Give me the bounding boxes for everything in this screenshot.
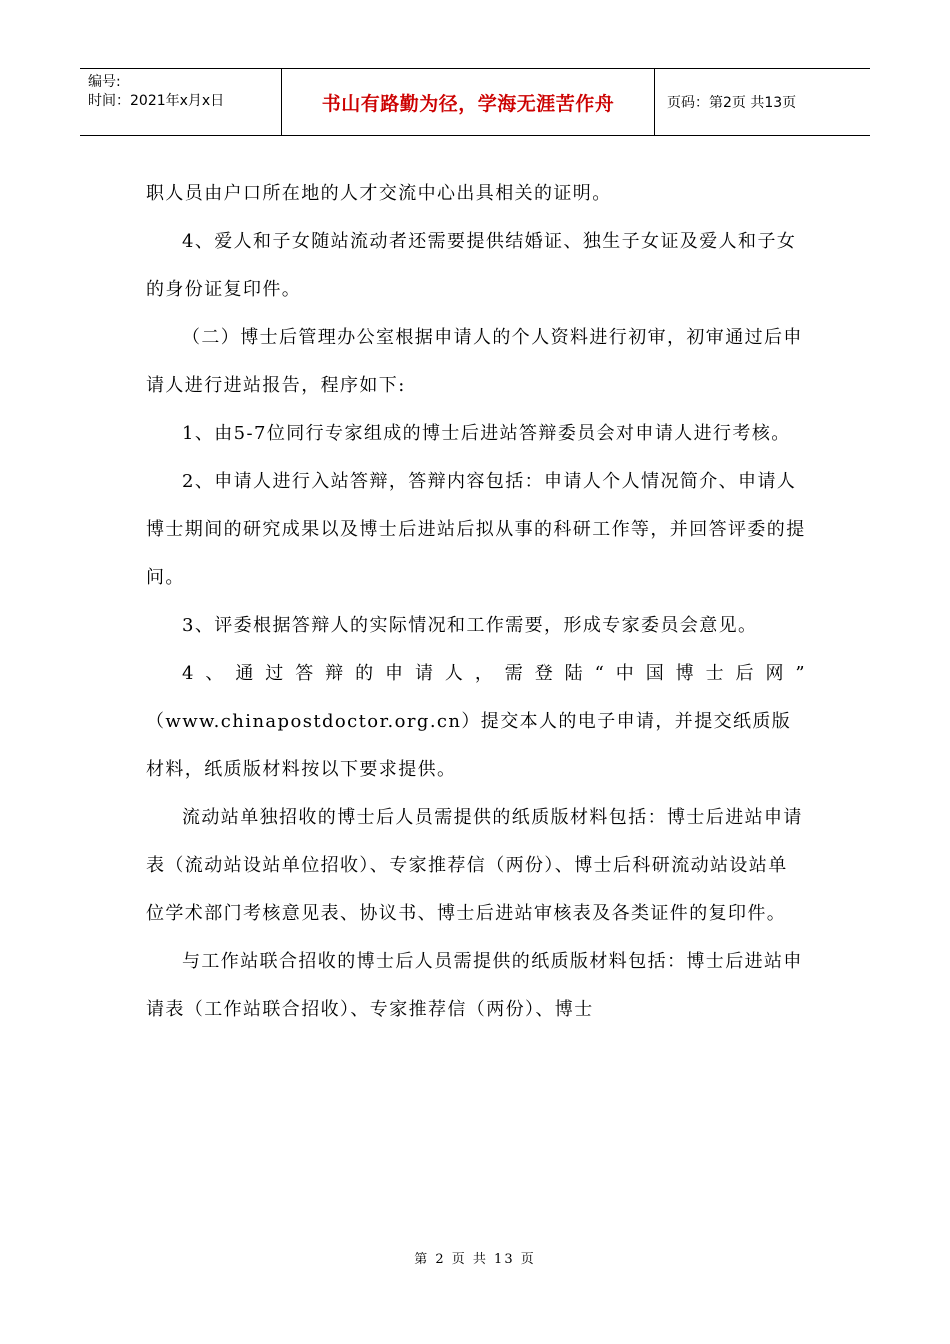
paragraph: （二）博士后管理办公室根据申请人的个人资料进行初审，初审通过后申请人进行进站报告，程序如下: xyxy=(146,327,803,396)
header-meta-cell xyxy=(80,69,282,135)
header-page-info: 页码：第2页 共13页 xyxy=(667,95,797,111)
paragraph: 3、评委根据答辩人的实际情况和工作需要，形成专家委员会意见。 xyxy=(182,615,758,636)
document-body xyxy=(146,170,806,1034)
header-motto: 书山有路勤为径，学海无涯苦作舟 xyxy=(282,69,655,135)
document-date-label: 时间：2021年x月x日 xyxy=(88,93,225,109)
paragraph: 与工作站联合招收的博士后人员需提供的纸质版材料包括：博士后进站申请表（工作站联合招收）、专家推荐信（两份）、博士 xyxy=(146,951,803,1020)
page-footer: 第 2 页 共 13 页 xyxy=(414,1252,536,1267)
paragraph: 职人员由户口所在地的人才交流中心出具相关的证明。 xyxy=(146,183,612,204)
paragraph: （www.chinapostdoctor.org.cn）提交本人的电子申请，并提交纸质版材料，纸质版材料按以下要求提供。 xyxy=(146,711,792,780)
paragraph: 2、申请人进行入站答辩，答辩内容包括：申请人个人情况简介、申请人博士期间的研究成果以及博士后进站后拟从事的科研工作等，并回答评委的提问。 xyxy=(146,471,806,588)
page-header-table xyxy=(80,68,870,136)
document-number-label: 编号: xyxy=(88,74,121,90)
paragraph: 流动站单独招收的博士后人员需提供的纸质版材料包括：博士后进站申请表（流动站设站单位招收）、专家推荐信（两份）、博士后科研流动站设站单位学术部门考核意见表、协议书、博士后进站审核表及各类证件的复印件。 xyxy=(146,807,803,924)
paragraph: 4、通过答辩的申请人，需登陆“中国博士后网” xyxy=(182,663,806,684)
paragraph: 1、由5-7位同行专家组成的博士后进站答辩委员会对申请人进行考核。 xyxy=(182,423,791,444)
paragraph: 4、爱人和子女随站流动者还需要提供结婚证、独生子女证及爱人和子女的身份证复印件。 xyxy=(146,231,797,300)
